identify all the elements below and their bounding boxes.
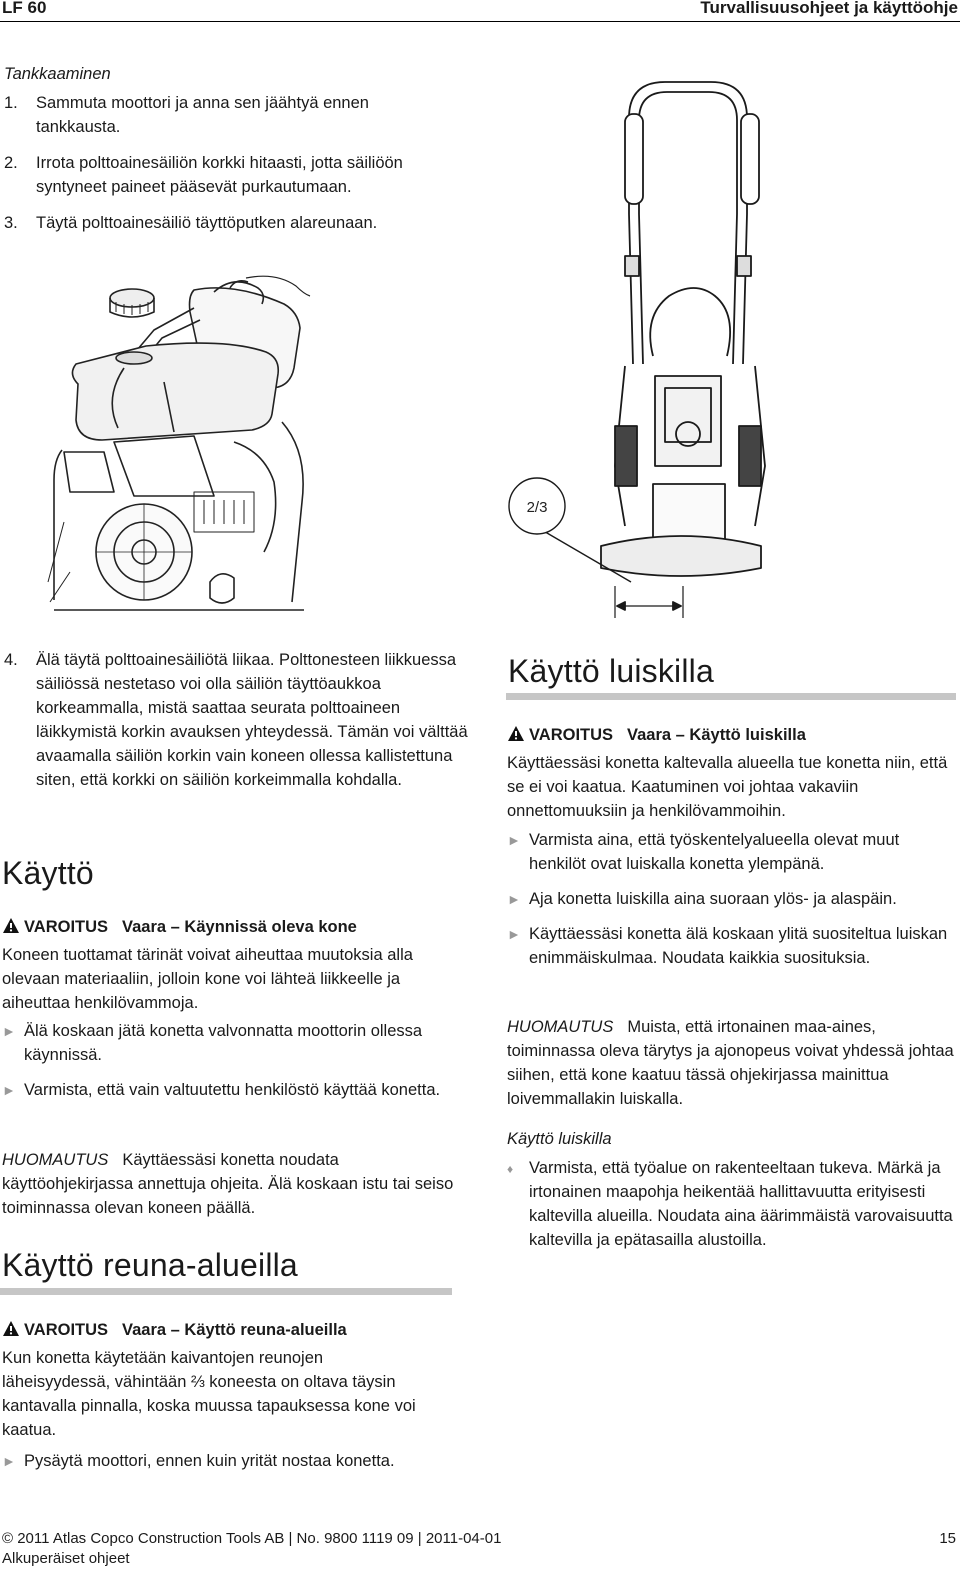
slope-subheading: Käyttö luiskilla xyxy=(507,1130,612,1148)
warning-label: VAROITUS xyxy=(24,1321,109,1339)
operation-warning-header xyxy=(2,915,357,939)
warning-triangle-icon xyxy=(507,725,525,742)
refuel-step xyxy=(4,648,474,792)
warning-title: Vaara – Käyttö luiskilla xyxy=(627,726,806,744)
note-label: HUOMAUTUS xyxy=(2,1151,109,1169)
step-number: 1. xyxy=(4,94,18,112)
edge-bullets xyxy=(2,1449,472,1473)
edge-warning-header xyxy=(2,1318,347,1342)
footer-copyright: © 2011 Atlas Copco Construction Tools AB | No. 9800 1119 09 | 2011-04-01 xyxy=(2,1530,502,1547)
arrow-bullet-icon: ► xyxy=(2,1082,16,1098)
list-item xyxy=(507,887,957,911)
bullet-text: Varmista, että vain valtuutettu henkilöstö käyttää konetta. xyxy=(24,1081,441,1099)
section-heading-operation: Käyttö xyxy=(2,855,94,891)
header-rule xyxy=(0,21,960,22)
ratio-label: 2/3 xyxy=(526,499,548,516)
step-number: 3. xyxy=(4,214,18,232)
list-item xyxy=(507,922,957,970)
warning-title: Vaara – Käyttö reuna-alueilla xyxy=(122,1321,347,1339)
step-text: Älä täytä polttoainesäiliötä liikaa. Polttonesteen liikkuessa säiliössä nestetaso voi olla säiliön täyttöaukkoa korkeammalla, mistä saattaa seurata polttoaineen läikkymistä korkin avauksen yhteydessä. Tämän voi välttää avaamalla säiliön korkin vain koneen ollessa kallistettuna siten, että korkki on säiliön korkeimmalla kohdalla. xyxy=(36,651,468,789)
machine-illustration xyxy=(505,66,767,618)
page-number: 15 xyxy=(939,1530,956,1547)
warning-triangle-icon xyxy=(2,917,20,934)
warning-label: VAROITUS xyxy=(529,726,614,744)
warning-title: Vaara – Käynnissä oleva kone xyxy=(122,918,357,936)
edge-warning-text: Kun konetta käytetään kaivantojen reunojen läheisyydessä, vähintään ⅔ koneesta on oltava täysin kantavalla pinnalla, koska muussa tapauksessa kone voi kaatua. xyxy=(2,1349,416,1439)
section-heading-edge: Käyttö reuna-alueilla xyxy=(2,1247,298,1283)
section-rule xyxy=(506,693,956,700)
footer-original-note: Alkuperäiset ohjeet xyxy=(2,1550,130,1567)
slope-diamond-list xyxy=(507,1156,957,1252)
diamond-bullet-icon: ♦ xyxy=(507,1162,514,1176)
arrow-bullet-icon: ► xyxy=(2,1453,16,1469)
bullet-text: Pysäytä moottori, ennen kuin yrität nostaa konetta. xyxy=(24,1452,395,1470)
list-item xyxy=(2,1019,454,1067)
bullet-text: Varmista, että työalue on rakenteeltaan tukeva. Märkä ja irtonainen maapohja heikentää hallittavuutta erityisesti kaltevilla alueilla. Noudata aina äärimmäistä varovaisuutta kaltevilla ja epätasailla alustoilla. xyxy=(529,1159,953,1249)
refuel-step xyxy=(4,211,444,235)
refuel-step-4-block xyxy=(4,648,474,792)
bullet-text: Aja konetta luiskilla aina suoraan ylös- ja alaspäin. xyxy=(529,890,897,908)
warning-triangle-icon xyxy=(2,1320,20,1337)
header-doc-title: Turvallisuusohjeet ja käyttöohje xyxy=(700,0,958,17)
header-model: LF 60 xyxy=(2,0,47,17)
refuel-step xyxy=(4,91,444,139)
step-number: 4. xyxy=(4,651,18,669)
section-heading-slope: Käyttö luiskilla xyxy=(508,653,714,689)
arrow-bullet-icon: ► xyxy=(2,1023,16,1039)
refuel-step xyxy=(4,151,444,199)
section-rule xyxy=(0,1288,452,1295)
arrow-bullet-icon: ► xyxy=(507,891,521,907)
list-item xyxy=(507,1156,957,1252)
slope-note xyxy=(507,1015,957,1111)
list-item xyxy=(507,828,957,876)
refuel-steps-list xyxy=(4,91,444,235)
operation-note xyxy=(2,1148,454,1220)
list-item xyxy=(2,1449,472,1473)
step-text: Sammuta moottori ja anna sen jäähtyä ennen tankkausta. xyxy=(36,94,369,136)
slope-bullets xyxy=(507,828,957,970)
operation-bullets xyxy=(2,1019,454,1102)
arrow-bullet-icon: ► xyxy=(507,926,521,942)
bullet-text: Älä koskaan jätä konetta valvonnatta moottorin ollessa käynnissä. xyxy=(24,1022,423,1064)
operation-warning-text: Koneen tuottamat tärinät voivat aiheuttaa muutoksia alla olevaan materiaaliin, jolloin kone voi lähteä liikkeelle ja aiheuttaa henkilövammoja. xyxy=(2,946,413,1012)
note-text: Käyttäessäsi konetta noudata käyttöohjekirjassa annettuja ohjeita. Älä koskaan istu tai seiso toiminnassa olevan koneen päällä. xyxy=(2,1151,454,1217)
note-label: HUOMAUTUS xyxy=(507,1018,614,1036)
refuel-illustration xyxy=(34,272,316,612)
bullet-text: Varmista aina, että työskentelyalueella olevat muut henkilöt ovat luiskalla konetta ylempänä. xyxy=(529,831,900,873)
bullet-text: Käyttäessäsi konetta älä koskaan ylitä suositeltua luiskan enimmäiskulmaa. Noudata kaikkia suosituksia. xyxy=(529,925,948,967)
list-item xyxy=(2,1078,454,1102)
arrow-bullet-icon: ► xyxy=(507,832,521,848)
slope-warning-text: Käyttäessäsi konetta kaltevalla alueella tue konetta niin, että se ei voi kaatua. Kaatuminen voi johtaa vakaviin onnettomuuksiin ja henkilövammoihin. xyxy=(507,754,948,820)
step-text: Täytä polttoainesäiliö täyttöputken alareunaan. xyxy=(36,214,378,232)
note-text: Muista, että irtonainen maa-aines, toiminnassa oleva tärytys ja ajonopeus voivat yhdessä johtaa siihen, että kone kaatuu tässä ohjekirjassa mainittua loivemmallakin luiskalla. xyxy=(507,1018,954,1108)
refuel-title: Tankkaaminen xyxy=(4,65,111,83)
step-number: 2. xyxy=(4,154,18,172)
step-text: Irrota polttoainesäiliön korkki hitaasti, jotta säiliöön syntyneet paineet pääsevät purkautumaan. xyxy=(36,154,403,196)
slope-warning-header xyxy=(507,723,806,747)
warning-label: VAROITUS xyxy=(24,918,109,936)
